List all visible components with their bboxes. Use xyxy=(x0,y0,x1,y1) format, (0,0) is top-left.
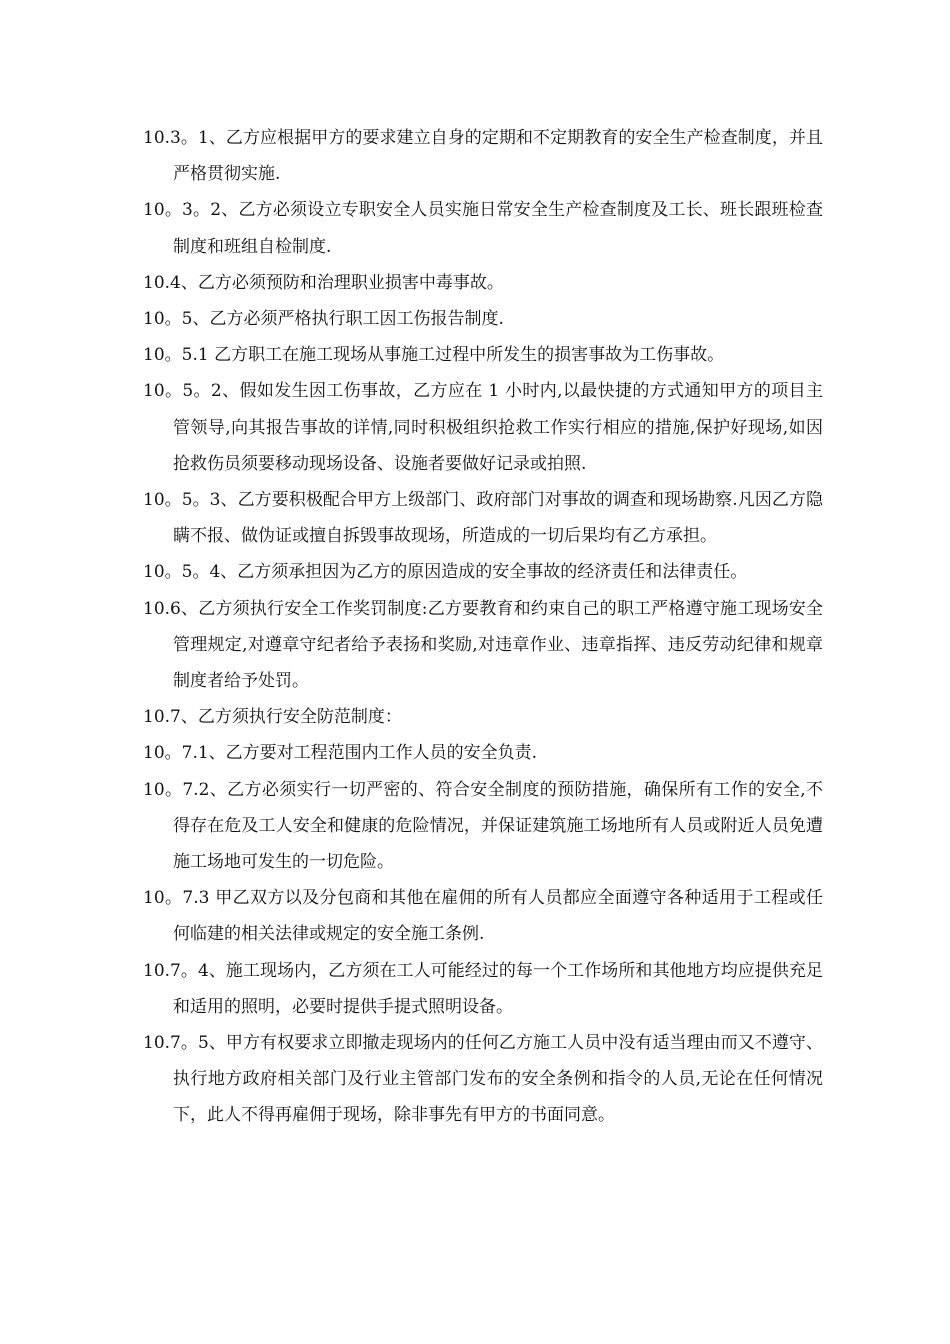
clause-10-4: 10.4、乙方必须预防和治理职业损害中毒事故。 xyxy=(143,272,504,293)
clause-10-3-1: 10.3。1、乙方应根据甲方的要求建立自身的定期和不定期教育的安全生产检查制度，并且严格贯彻实施. xyxy=(143,128,823,185)
clause-10-5-4: 10。5。4、乙方须承担因为乙方的原因造成的安全事故的经济责任和法律责任。 xyxy=(143,562,748,583)
clause-10-7-4: 10.7。4、施工现场内，乙方须在工人可能经过的每一个工作场所和其他地方均应提供充足和适用的照明，必要时提供手提式照明设备。 xyxy=(143,960,823,1017)
clause-10-5-3: 10。5。3、乙方要积极配合甲方上级部门、政府部门对事故的调查和现场勘察.凡因乙方隐瞒不报、做伪证或擅自拆毁事故现场，所造成的一切后果均有乙方承担。 xyxy=(143,490,823,547)
clause-10-5-2: 10。5。2、假如发生因工伤事故，乙方应在 1 小时内,以最快捷的方式通知甲方的项目主管领导,向其报告事故的详情,同时积极组织抢救工作实行相应的措施,保护好现场,如因抢救伤员须要移动现场设备、设施者要做好记录或拍照. xyxy=(143,381,823,474)
clause-10-6: 10.6、乙方须执行安全工作奖罚制度:乙方要教育和约束自己的职工严格遵守施工现场安全管理规定,对遵章守纪者给予表扬和奖励,对违章作业、违章指挥、违反劳动纪律和规章制度者给予处罚。 xyxy=(143,598,823,692)
clause-10-7-2: 10。7.2、乙方必须实行一切严密的、符合安全制度的预防措施，确保所有工作的安全,不得存在危及工人安全和健康的危险情况，并保证建筑施工场地所有人员或附近人员免遭施工场地可发生的一切危险。 xyxy=(143,779,823,873)
document-body xyxy=(143,120,823,1134)
clause-10-7-3: 10。7.3 甲乙双方以及分包商和其他在雇佣的所有人员都应全面遵守各种适用于工程或任何临建的相关法律或规定的安全施工条例. xyxy=(143,888,823,945)
clause-10-7-5: 10.7。5、甲方有权要求立即撤走现场内的任何乙方施工人员中没有适当理由而又不遵守、执行地方政府相关部门及行业主管部门发布的安全条例和指令的人员,无论在任何情况下，此人不得再雇佣于现场，除非事先有甲方的书面同意。 xyxy=(143,1033,823,1126)
clause-10-5-1: 10。5.1 乙方职工在施工现场从事施工过程中所发生的损害事故为工伤事故。 xyxy=(143,345,725,366)
clause-10-3-2: 10。3。2、乙方必须设立专职安全人员实施日常安全生产检查制度及工长、班长跟班检查制度和班组自检制度. xyxy=(143,200,823,257)
clause-10-7-1: 10。7.1、乙方要对工程范围内工作人员的安全负责. xyxy=(143,743,538,764)
clause-10-7: 10.7、乙方须执行安全防范制度： xyxy=(143,707,402,728)
clause-10-5: 10。5、乙方必须严格执行职工因工伤报告制度. xyxy=(143,309,504,330)
